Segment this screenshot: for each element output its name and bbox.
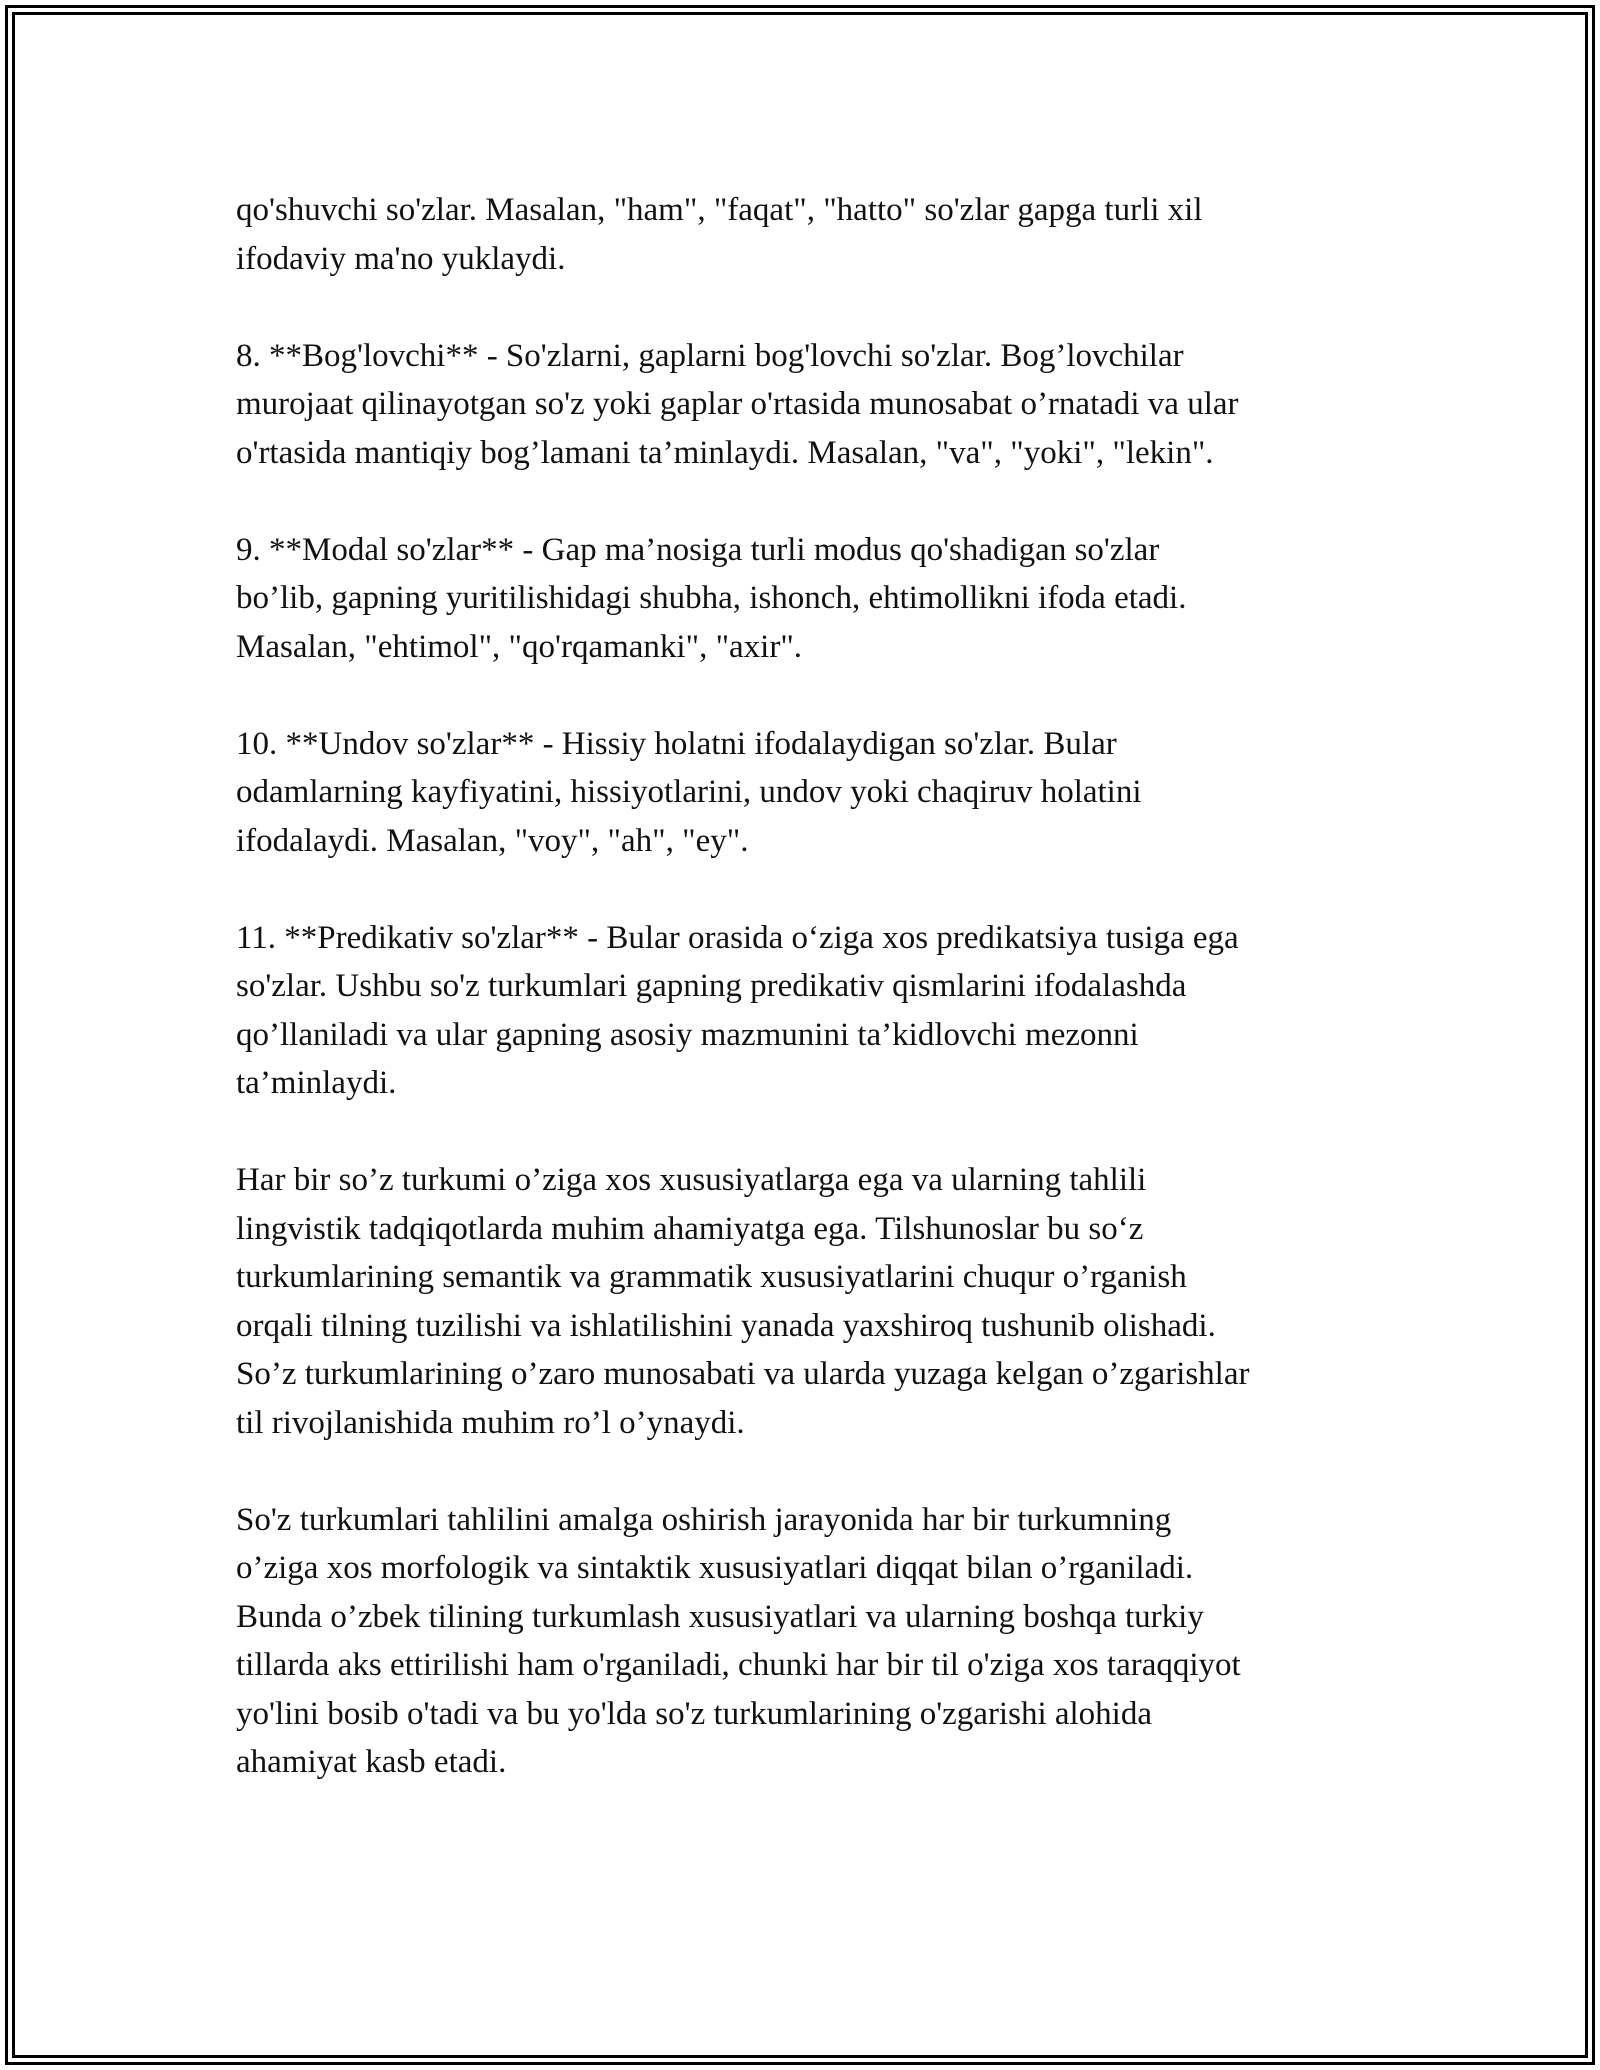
text-line: So’z turkumlarining o’zaro munosabati va ularda yuzaga kelgan o’zgarishlar: [236, 1356, 1250, 1392]
text-line: tillarda aks ettirilishi ham o'rganiladi, chunki har bir til o'ziga xos taraqqiyot: [236, 1647, 1241, 1683]
text-line: qo’llaniladi va ular gapning asosiy mazmunini ta’kidlovchi mezonni: [236, 1016, 1139, 1053]
paragraph-item-8-boglovchi: [236, 332, 1376, 478]
paragraph-item-11-predikativ: [236, 914, 1376, 1108]
text-line: Bunda o’zbek tilining turkumlash xususiyatlari va ularning boshqa turkiy: [236, 1598, 1204, 1635]
text-line: bo’lib, gapning yuritilishidagi shubha, ishonch, ehtimollikni ifoda etadi.: [236, 580, 1187, 616]
text-line: odamlarning kayfiyatini, hissiyotlarini, undov yoki chaqiruv holatini: [236, 774, 1142, 810]
text-line: 8. **Bog'lovchi** - So'zlarni, gaplarni bog'lovchi so'zlar. Bog’lovchilar: [236, 337, 1184, 374]
text-line: lingvistik tadqiqotlarda muhim ahamiyatga ega. Tilshunoslar bu so‘z: [236, 1210, 1144, 1247]
text-line: o'rtasida mantiqiy bog’lamani ta’minlaydi. Masalan, "va", "yoki", "lekin".: [236, 434, 1214, 471]
text-line: So'z turkumlari tahlilini amalga oshirish jarayonida har bir turkumning: [236, 1501, 1172, 1538]
text-line: 9. **Modal so'zlar** - Gap ma’nosiga turli modus qo'shadigan so'zlar: [236, 531, 1160, 568]
paragraph-summary: [236, 1156, 1376, 1447]
text-line: 11. **Predikativ so'zlar** - Bular orasida o‘ziga xos predikatsiya tusiga ega: [236, 919, 1239, 956]
paragraph-conclusion: [236, 1496, 1376, 1787]
paragraph-intro-continuation: [236, 186, 1376, 283]
text-line: turkumlarining semantik va grammatik xususiyatlarini chuqur o’rganish: [236, 1259, 1187, 1295]
text-line: ta’minlaydi.: [236, 1065, 397, 1101]
paragraph-item-9-modal: [236, 526, 1376, 672]
text-line: yo'lini bosib o'tadi va bu yo'lda so'z turkumlarining o'zgarishi alohida: [236, 1695, 1152, 1732]
paragraph-item-10-undov: [236, 720, 1376, 866]
text-line: Masalan, "ehtimol", "qo'rqamanki", "axir".: [236, 628, 803, 665]
text-line: ahamiyat kasb etadi.: [236, 1744, 507, 1780]
text-line: qo'shuvchi so'zlar. Masalan, "ham", "faqat", "hatto" so'zlar gapga turli xil: [236, 192, 1203, 228]
text-line: 10. **Undov so'zlar** - Hissiy holatni ifodalaydigan so'zlar. Bular: [236, 725, 1117, 762]
text-line: til rivojlanishida muhim ro’l o’ynaydi.: [236, 1404, 745, 1441]
text-line: ifodaviy ma'no yuklaydi.: [236, 240, 566, 277]
text-line: so'zlar. Ushbu so'z turkumlari gapning predikativ qismlarini ifodalashda: [236, 968, 1187, 1004]
text-line: murojaat qilinayotgan so'z yoki gaplar o'rtasida munosabat o’rnatadi va ular: [236, 386, 1239, 422]
text-line: ifodalaydi. Masalan, "voy", "ah", "ey".: [236, 822, 749, 859]
text-line: Har bir so’z turkumi o’ziga xos xususiyatlarga ega va ularning tahlili: [236, 1162, 1147, 1198]
text-line: orqali tilning tuzilishi va ishlatilishini yanada yaxshiroq tushunib olishadi.: [236, 1307, 1216, 1344]
document-body: [236, 186, 1376, 1835]
text-line: o’ziga xos morfologik va sintaktik xususiyatlari diqqat bilan o’rganiladi.: [236, 1550, 1194, 1586]
